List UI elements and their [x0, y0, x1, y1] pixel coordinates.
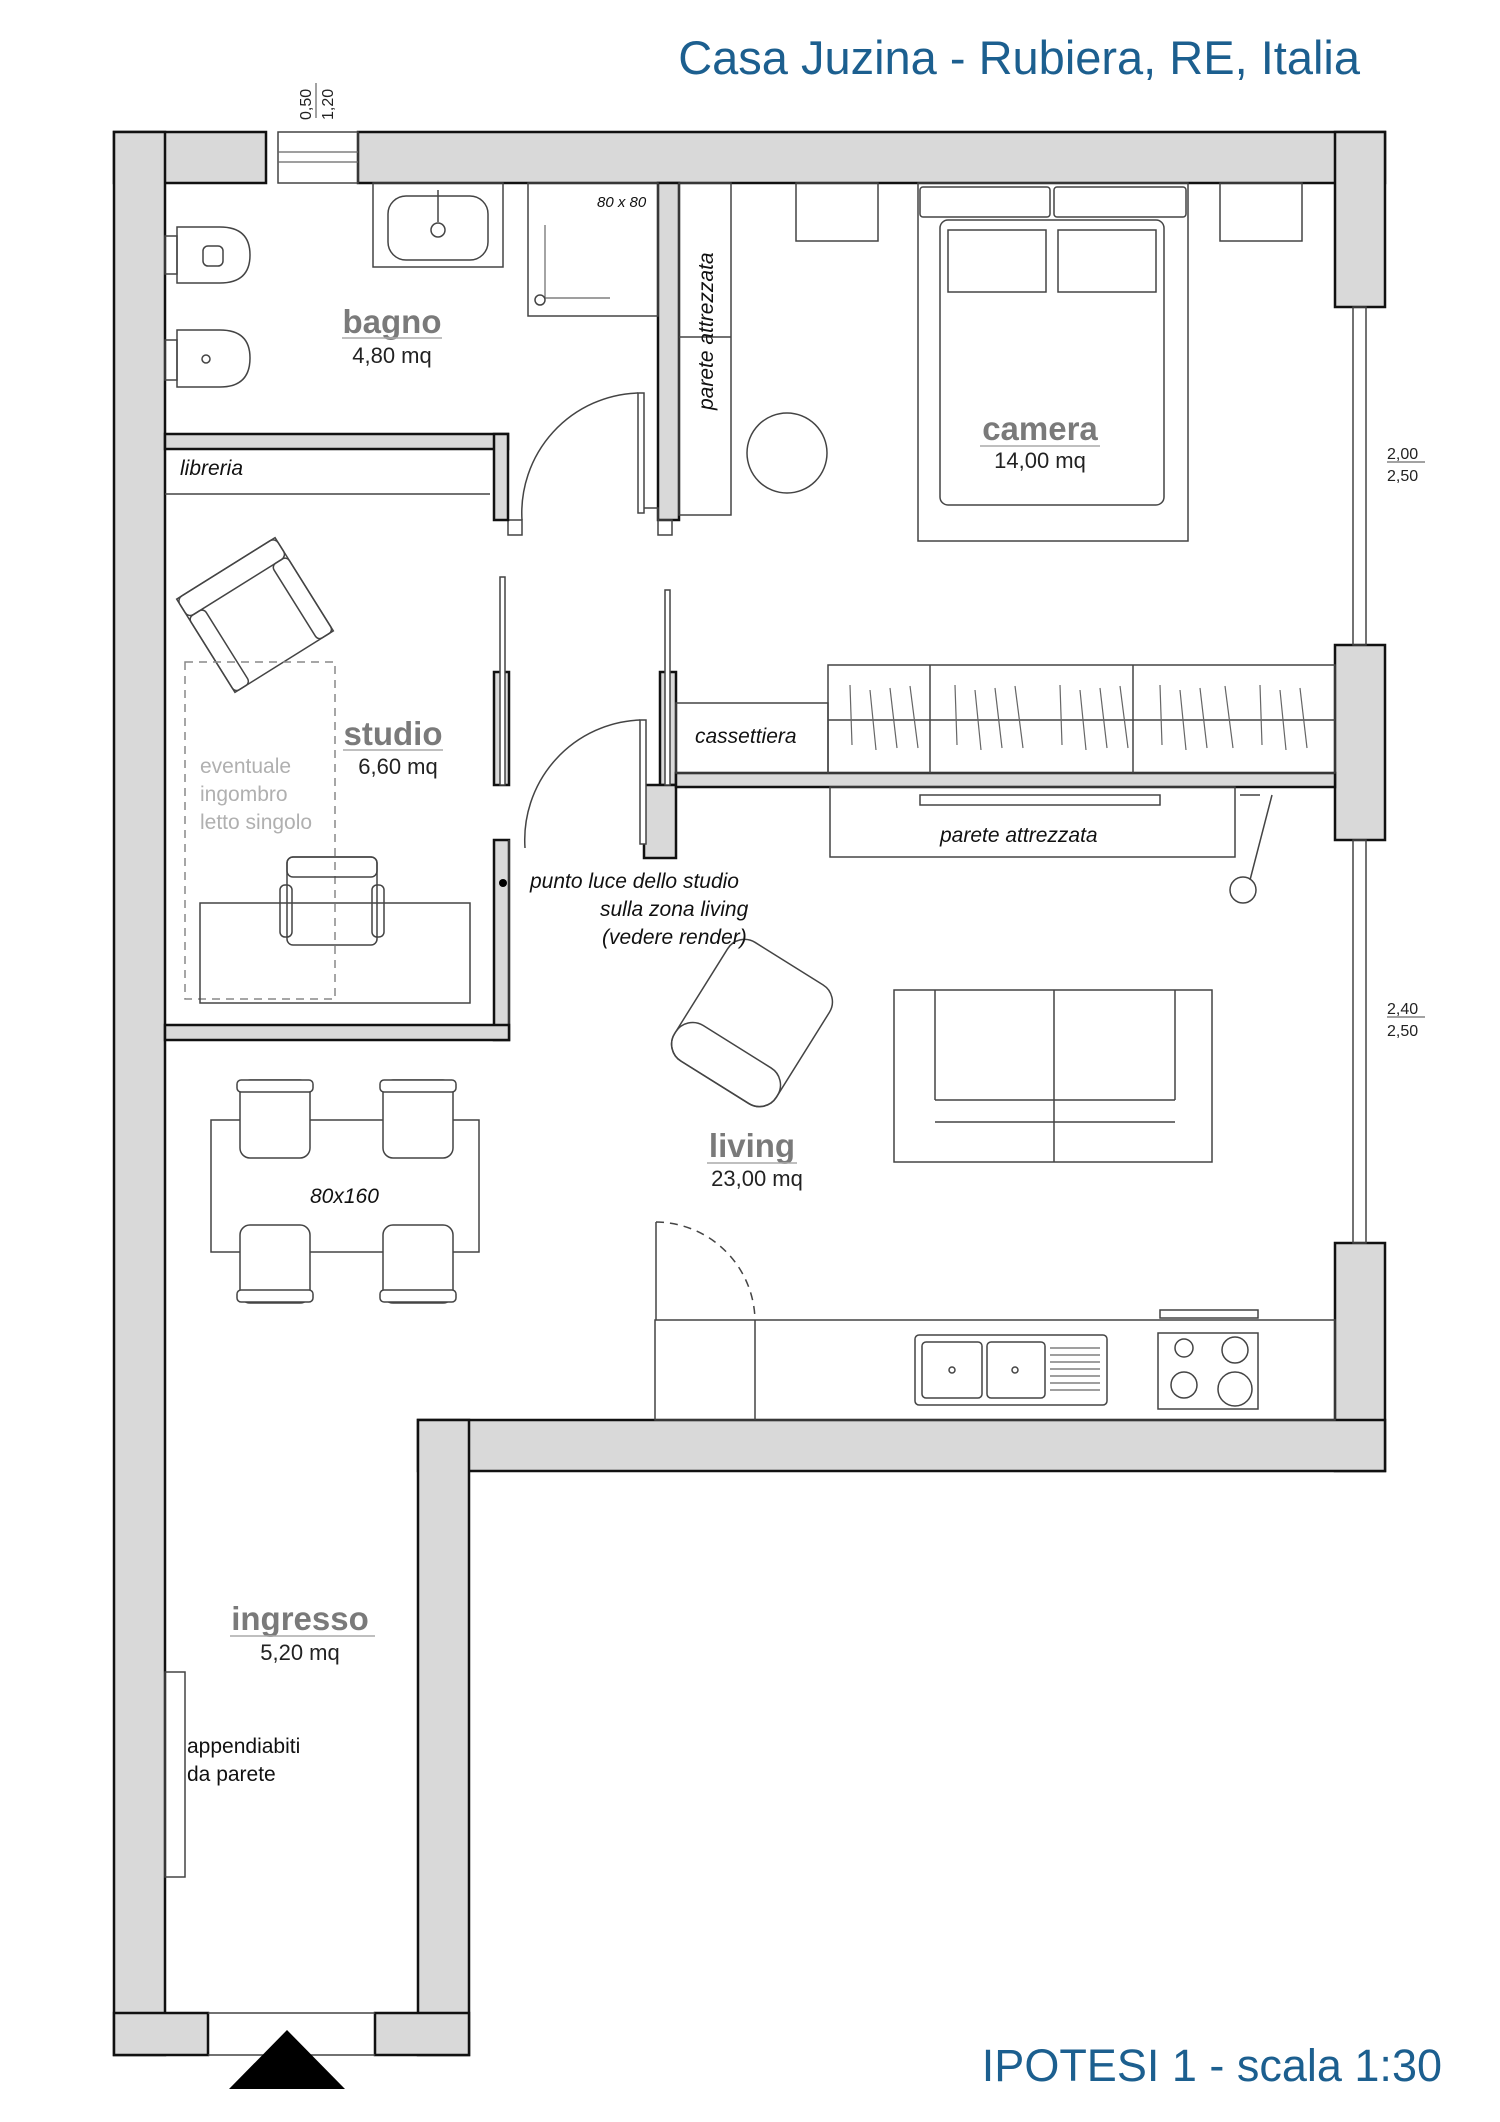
dim-window-living-2: 2,50 — [1387, 1023, 1419, 1040]
entrance-arrow — [229, 2030, 345, 2089]
sink — [915, 1335, 1107, 1405]
bed-note-line-2: ingombro — [200, 783, 288, 806]
round-table — [747, 413, 827, 493]
parete-attrezzata-label: parete attrezzata — [940, 824, 1098, 847]
studio-door-swing — [525, 720, 640, 848]
window-top — [278, 132, 358, 183]
floor-lamp — [1230, 877, 1256, 903]
libreria-label: libreria — [180, 457, 244, 480]
window-camera — [1353, 307, 1366, 645]
coat-rack — [165, 1672, 185, 1877]
camera-furniture — [747, 183, 1302, 541]
room-area-living: 23,00 mq — [711, 1166, 803, 1191]
armchair-studio — [177, 538, 334, 693]
bagno-door-swing — [522, 393, 638, 520]
wall-bagno-camera — [658, 183, 679, 520]
wall-kitchen-bottom — [418, 1420, 1385, 1471]
room-area-ingresso: 5,20 mq — [260, 1640, 340, 1665]
plan-subtitle: IPOTESI 1 - scala 1:30 — [981, 2040, 1442, 2091]
cooktop — [1158, 1333, 1258, 1409]
studio-door-leaf — [640, 720, 646, 844]
window-living — [1353, 840, 1366, 1243]
bagno-door-jamb-left — [494, 434, 508, 520]
armchair-living — [664, 932, 840, 1114]
room-name-bagno: bagno — [342, 303, 442, 340]
wall-studio-right — [494, 840, 509, 1040]
room-area-camera: 14,00 mq — [994, 448, 1086, 473]
coat-rack-line-2: da parete — [187, 1763, 276, 1786]
wall-camera-living-2 — [676, 773, 1335, 787]
wall-studio-bottom — [165, 1025, 509, 1040]
cassettiera-label: cassettiera — [695, 725, 797, 748]
sofa — [894, 990, 1212, 1162]
interior-walls — [165, 183, 1335, 1040]
studio-sliding-door-right — [665, 590, 670, 785]
wall-camera-living-1 — [644, 785, 676, 858]
room-area-bagno: 4,80 mq — [352, 343, 432, 368]
wall-right-2 — [1335, 645, 1385, 840]
wall-right-1 — [1335, 132, 1385, 307]
wall-bottom-right — [375, 2013, 469, 2055]
bed — [918, 183, 1188, 541]
bed-note-line-3: letto singolo — [200, 811, 313, 834]
wall-bottom-left — [114, 2013, 208, 2055]
room-name-studio: studio — [343, 715, 443, 752]
desk-chair — [280, 857, 384, 945]
hood — [1160, 1310, 1258, 1318]
wall-top-right — [358, 132, 1385, 183]
room-name-ingresso: ingresso — [231, 1600, 369, 1637]
coat-rack-line-1: appendiabiti — [187, 1735, 301, 1758]
bed-note-line-1: eventuale — [200, 755, 292, 778]
plan-title: Casa Juzina - Rubiera, RE, Italia — [678, 31, 1360, 84]
kitchen — [655, 1310, 1335, 1420]
parete-attrezzata-vertical-label: parete attrezzata — [695, 252, 718, 410]
bidet — [165, 330, 250, 387]
nightstand-right — [1220, 183, 1302, 241]
light-note-line-1: punto luce dello studio — [530, 870, 739, 893]
window-dimensions — [298, 83, 1425, 1040]
shower-size-label: 80 x 80 — [597, 194, 647, 211]
dim-window-living-1: 2,40 — [1387, 1001, 1419, 1018]
bagno-door-leaf — [638, 393, 644, 513]
light-note-line-2: sulla zona living — [600, 898, 749, 921]
table-size-label: 80x160 — [310, 1185, 379, 1208]
dim-window-camera-2: 2,50 — [1387, 468, 1419, 485]
wall-ingresso-right — [418, 1420, 469, 2055]
toilet — [165, 227, 250, 283]
dim-window-top-2: 1,20 — [320, 88, 337, 120]
libreria-partition — [165, 434, 508, 449]
wall-left — [114, 132, 165, 2055]
studio-sliding-door-left — [500, 577, 505, 785]
room-name-camera: camera — [982, 410, 1098, 447]
pantry-door-swing — [656, 1222, 755, 1320]
nightstand-left — [796, 183, 878, 241]
light-note-line-3: (vedere render) — [602, 926, 747, 949]
room-area-studio: 6,60 mq — [358, 754, 438, 779]
room-name-living: living — [708, 1127, 796, 1164]
dim-window-camera-1: 2,00 — [1387, 446, 1419, 463]
light-point — [499, 879, 507, 887]
dim-window-top-1: 0,50 — [298, 88, 315, 120]
windows — [278, 132, 1366, 1243]
